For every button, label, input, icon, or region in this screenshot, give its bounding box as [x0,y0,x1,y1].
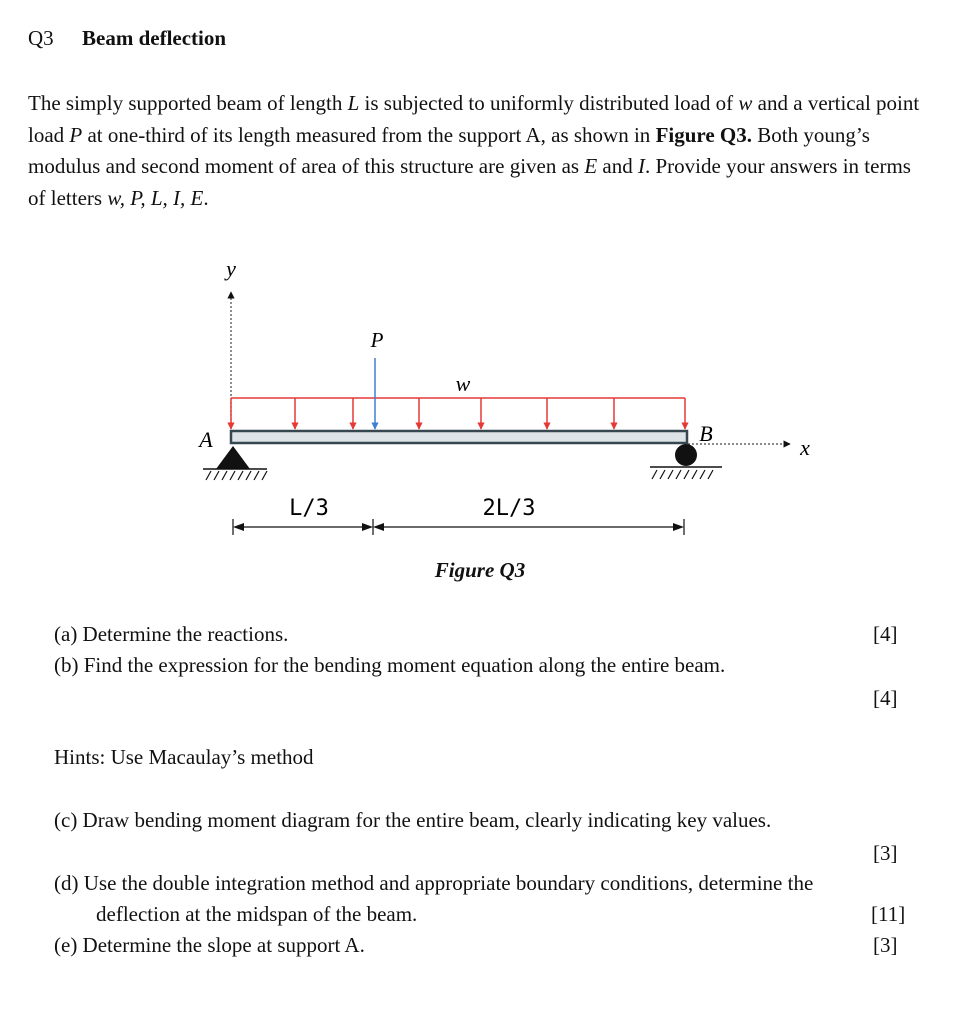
intro-text-2: is subjected to uniformly distributed load of [359,91,739,115]
symbol-L: L [347,91,360,115]
question-title: Beam deflection [82,26,227,50]
dim-arrowhead [373,523,384,531]
question-intro [28,88,928,214]
udl-label: w [455,371,471,396]
intro-text-7: . Provide your answers in terms of letters [28,154,911,210]
dim-arrowhead [673,523,684,531]
x-axis-label: x [800,435,810,460]
intro-text-1: The simply supported beam of length [28,91,348,115]
dim-label-2l3: 2L/3 [482,496,536,521]
part-b-mark: [4] [873,686,898,710]
intro-text-3: and a vertical point load [28,91,920,147]
udl-arrows [231,398,685,429]
figure-caption: Figure Q3 [434,558,526,582]
part-a: (a) Determine the reactions. [54,622,289,646]
symbol-E: E [584,154,598,178]
part-e: (e) Determine the slope at support A. [54,933,365,957]
support-a-label: A [199,427,213,452]
intro-text-8: . [203,185,209,210]
pin-support-a [216,446,250,469]
symbol-I: I [638,154,645,178]
part-d-mark: [11] [871,902,906,926]
part-b: (b) Find the expression for the bending moment equation along the entire beam. [54,653,726,677]
part-d-continued: deflection at the midspan of the beam. [96,902,418,926]
part-c: (c) Draw bending moment diagram for the entire beam, clearly indicating key values. [54,808,772,832]
question-number: Q3 [28,26,54,50]
y-axis-label: y [226,256,236,281]
ground-hatch-a [206,471,267,480]
dim-label-l3: L/3 [289,496,329,521]
roller-support-b [675,444,697,466]
symbol-w: w [738,91,753,115]
point-load-label: P [370,328,384,352]
intro-text-4: at one-third of its length measured from the support A, as shown in [82,122,656,147]
hint: Hints: Use Macaulay’s method [54,745,314,769]
intro-text-5: Both young’s modulus and second moment of area of this structure are given as [28,122,870,178]
part-d: (d) Use the double integration method and appropriate boundary conditions, determine the [54,871,814,895]
dim-arrowhead [362,523,373,531]
part-c-mark: [3] [873,841,898,865]
symbol-P: P [69,122,83,147]
intro-text-6: and [597,154,638,178]
dim-arrowhead [233,523,244,531]
dimension-lines [233,519,684,535]
beam [231,431,687,443]
part-a-mark: [4] [873,622,898,646]
answer-letters: w, P, L, I, E [107,185,204,210]
question-heading [28,26,226,51]
figure-reference: Figure Q3. [655,122,753,147]
ground-hatch-b [652,470,713,479]
beam-figure [0,250,960,550]
part-e-mark: [3] [873,933,898,957]
support-b-label: B [699,421,713,446]
